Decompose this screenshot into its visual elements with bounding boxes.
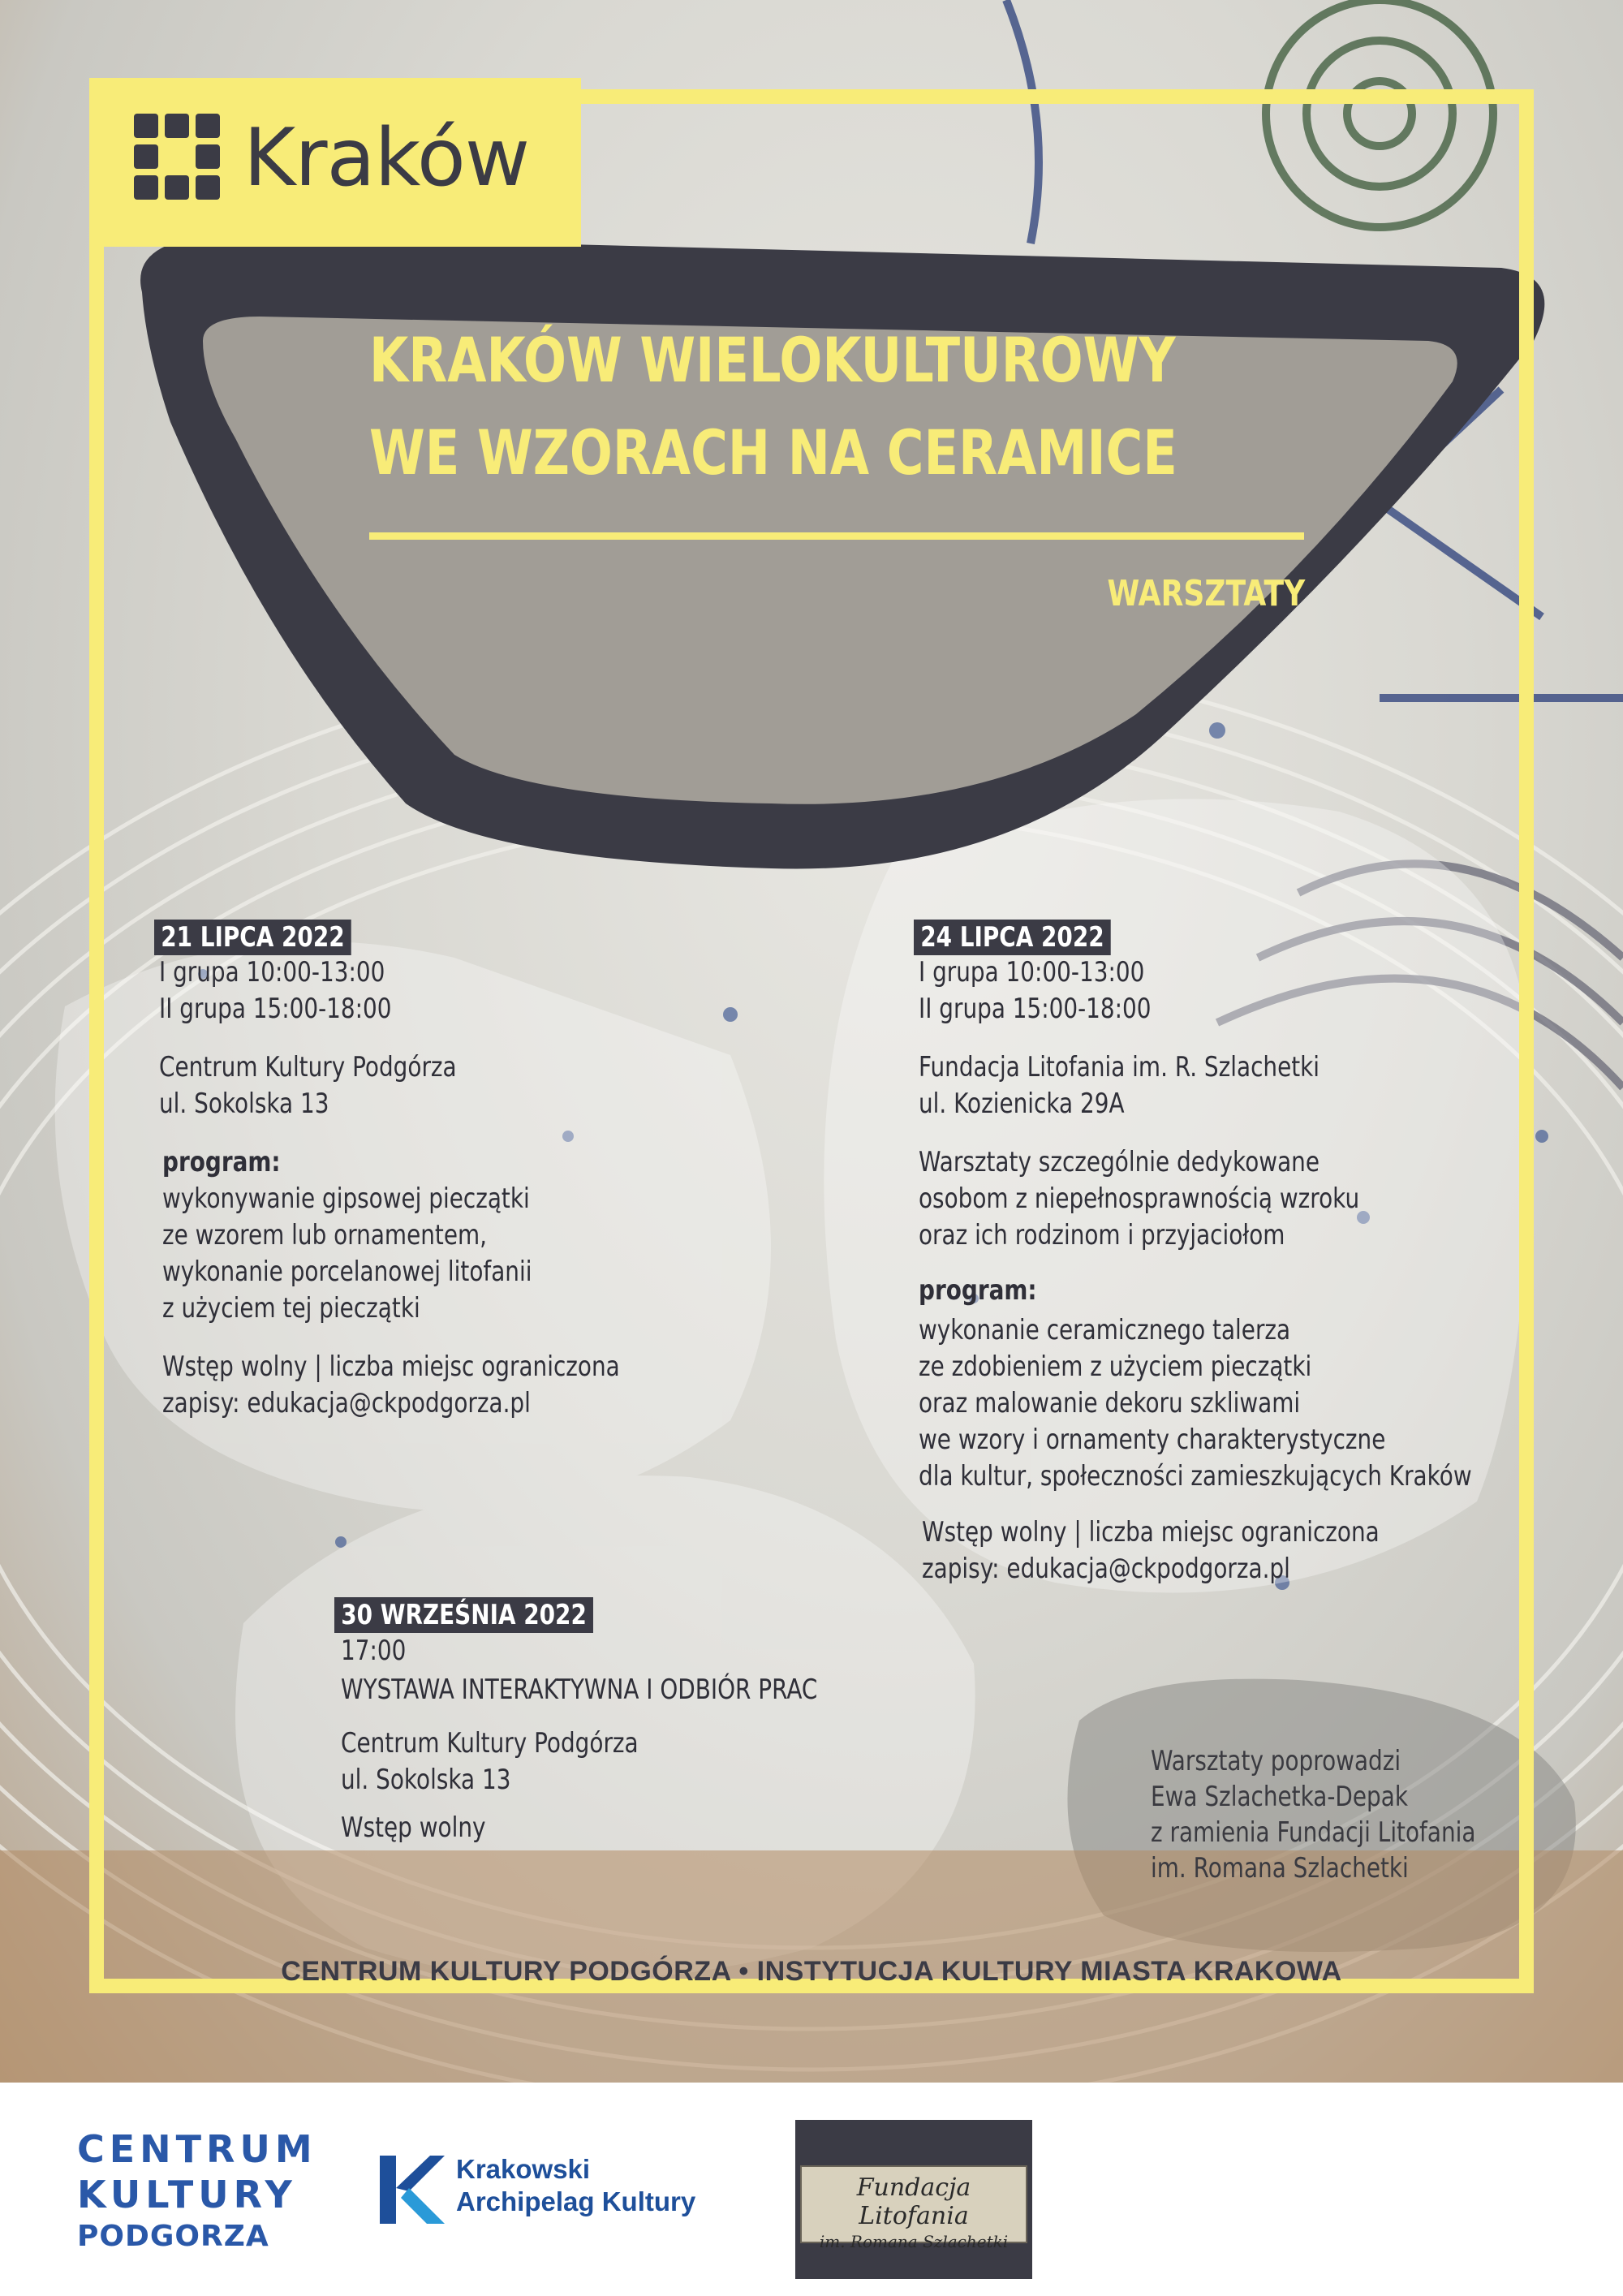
session2-program-line: ze zdobieniem z użyciem pieczątki bbox=[919, 1350, 1312, 1383]
ckp-logo bbox=[77, 2126, 317, 2256]
session1-date-badge: 21 LIPCA 2022 bbox=[154, 920, 351, 955]
fundacja-litofania-logo bbox=[795, 2120, 1032, 2279]
session2-entry: Wstęp wolny | liczba miejsc ograniczona bbox=[922, 1516, 1380, 1549]
fundacja-logo-plate bbox=[800, 2165, 1027, 2251]
host-line: Warsztaty poprowadzi bbox=[1151, 1745, 1401, 1777]
fundacja-logo-line: im. Romana Szlachetki bbox=[819, 2232, 1009, 2251]
session1-program-line: z użyciem tej pieczątki bbox=[162, 1292, 420, 1325]
session3-venue: Centrum Kultury Podgórza bbox=[341, 1727, 639, 1760]
kak-logo-text bbox=[456, 2153, 695, 2218]
ckp-logo-line: KULTURY bbox=[77, 2173, 297, 2216]
kak-logo-line: Archipelag Kultury bbox=[456, 2186, 696, 2216]
session1-venue: Centrum Kultury Podgórza bbox=[159, 1051, 457, 1083]
session1-program-label: program: bbox=[162, 1146, 281, 1178]
session1-program-line: ze wzorem lub ornamentem, bbox=[162, 1219, 488, 1251]
session1-signup: zapisy: edukacja@ckpodgorza.pl bbox=[162, 1387, 531, 1419]
session1-address: ul. Sokolska 13 bbox=[159, 1088, 329, 1120]
event-title-line-1: KRAKÓW WIELOKULTUROWY bbox=[369, 324, 1176, 396]
session2-program-line: dla kultur, społeczności zamieszkujących Kraków bbox=[919, 1460, 1472, 1493]
session2-signup: zapisy: edukacja@ckpodgorza.pl bbox=[922, 1553, 1290, 1585]
session1-group2: II grupa 15:00-18:00 bbox=[159, 993, 392, 1025]
ckp-logo-line: PODGORZA bbox=[77, 2220, 269, 2253]
session3-entry: Wstęp wolny bbox=[341, 1811, 486, 1844]
session2-program-label: program: bbox=[919, 1274, 1037, 1307]
host-line: im. Romana Szlachetki bbox=[1151, 1852, 1409, 1885]
session2-group2: II grupa 15:00-18:00 bbox=[919, 993, 1152, 1025]
session1-program-line: wykonywanie gipsowej pieczątki bbox=[162, 1182, 530, 1215]
ckp-logo-line: CENTRUM bbox=[77, 2127, 317, 2171]
session1-entry: Wstęp wolny | liczba miejsc ograniczona bbox=[162, 1350, 620, 1383]
krakow-logo-text: Kraków bbox=[243, 112, 529, 205]
fundacja-logo-line: Fundacja Litofania bbox=[856, 2173, 971, 2230]
session2-program-line: we wzory i ornamenty charakterystyczne bbox=[919, 1424, 1386, 1456]
kak-logo-icon bbox=[380, 2156, 445, 2224]
session2-note-line: osobom z niepełnosprawnością wzroku bbox=[919, 1182, 1360, 1215]
event-title-line-2: WE WZORACH NA CERAMICE bbox=[369, 416, 1177, 489]
session3-address: ul. Sokolska 13 bbox=[341, 1764, 511, 1796]
title-divider bbox=[369, 532, 1304, 540]
session3-time: 17:00 bbox=[341, 1635, 407, 1667]
krakow-logo-icon bbox=[134, 114, 222, 201]
session2-group1: I grupa 10:00-13:00 bbox=[919, 956, 1145, 989]
session3-date-badge: 30 WRZEŚNIA 2022 bbox=[334, 1597, 593, 1633]
session2-program-line: wykonanie ceramicznego talerza bbox=[919, 1314, 1291, 1346]
host-line: Ewa Szlachetka-Depak bbox=[1151, 1781, 1408, 1813]
session2-note-line: Warsztaty szczególnie dedykowane bbox=[919, 1146, 1319, 1178]
session2-program-line: oraz malowanie dekoru szkliwami bbox=[919, 1387, 1301, 1419]
institution-footer: CENTRUM KULTURY PODGÓRZA • INSTYTUCJA KULTURY MIASTA KRAKOWA bbox=[281, 1956, 1342, 1987]
session3-name: WYSTAWA INTERAKTYWNA I ODBIÓR PRAC bbox=[341, 1674, 818, 1706]
event-subtitle: WARSZTATY bbox=[1107, 573, 1305, 614]
session2-address: ul. Kozienicka 29A bbox=[919, 1088, 1125, 1120]
session2-note-line: oraz ich rodzinom i przyjaciołom bbox=[919, 1219, 1285, 1251]
session1-program-line: wykonanie porcelanowej litofanii bbox=[162, 1256, 532, 1288]
session2-venue: Fundacja Litofania im. R. Szlachetki bbox=[919, 1051, 1320, 1083]
session1-group1: I grupa 10:00-13:00 bbox=[159, 956, 385, 989]
session2-date-badge: 24 LIPCA 2022 bbox=[914, 920, 1111, 955]
host-line: z ramienia Fundacji Litofania bbox=[1151, 1816, 1476, 1849]
kak-logo-line: Krakowski bbox=[456, 2154, 591, 2184]
